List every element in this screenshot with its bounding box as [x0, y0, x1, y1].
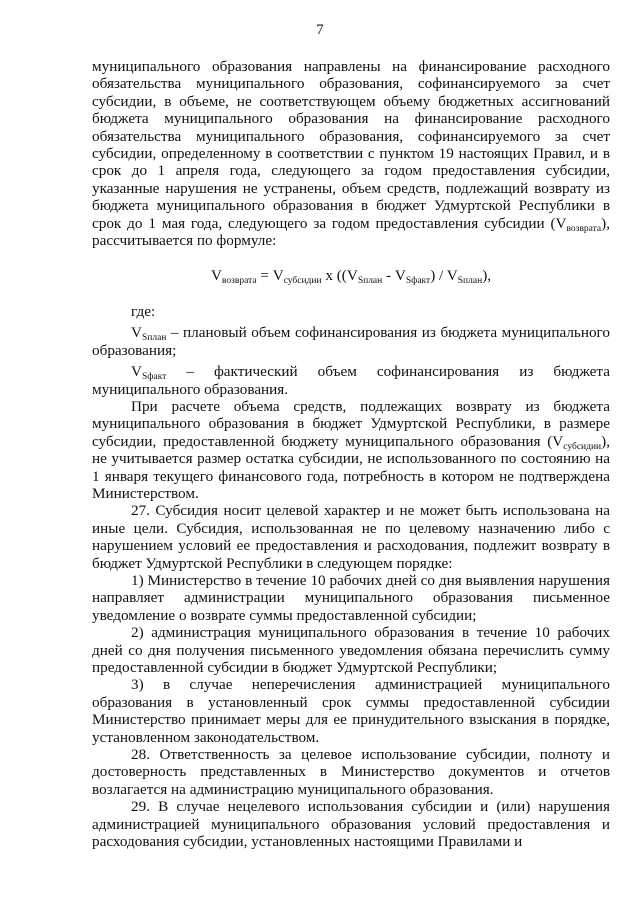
definition-text: – плановый объем софинансирования из бюджета муниципального образования;	[92, 324, 610, 359]
paragraph-text-tail: ), не учитывается размер остатка субсидии, не использованного по состоянию на 1 января текущего финансового года, потребность в котором не подтверждена Министерством.	[92, 432, 610, 502]
definition-var: V	[131, 324, 142, 342]
clause-27-item-1: 1) Министерство в течение 10 рабочих дней со дня выявления нарушения направляет администрации муниципального образования письменное уведомление о возврате суммы предоставленной субсидии;	[92, 571, 610, 624]
paragraph-text-tail: ), рассчитывается по формуле:	[92, 214, 610, 250]
clause-27-item-2: 2) администрация муниципального образования в течение 10 рабочих дней со дня получения письменного уведомления обязана перечислить сумму предоставленной субсидии в бюджет Удмуртской Республики;	[92, 624, 610, 676]
page-number: 7	[316, 22, 324, 38]
subscript-return: возврата	[566, 223, 602, 234]
formula-sub: возврата	[221, 276, 257, 287]
formula-sub: Sфакт	[405, 276, 431, 287]
definition-sub: Sплан	[141, 333, 167, 344]
paragraph-text: муниципального образования направлены на финансирование расходного обязательства муниципального образования, софинансируемого за счет субсидии, в объеме, не соответствующем объему бюджетных ассигнований бюджета муниципального образования на финансирование расходного обязательства муниципального образования, софинансируемого за счет субсидии, определенному в соответствии с пунктом 19 настоящих Правил, и в срок до 1 апреля года, следующего за годом предоставления субсидии, указанные нарушения не устранены, объем средств, подлежащий возврату из бюджета муниципального образования в бюджет Удмуртской Республики в срок до 1 мая года, следующего за годом предоставления субсидии (V	[92, 58, 610, 232]
where-label: где:	[131, 302, 156, 320]
formula-sub: Sплан	[357, 276, 383, 287]
formula-part: = V	[256, 267, 284, 285]
definition-actual	[92, 363, 610, 398]
formula-part: ),	[482, 267, 492, 285]
formula-sub: субсидии	[283, 276, 322, 287]
formula-part: - V	[382, 267, 406, 285]
formula-part: x ((V	[321, 267, 358, 285]
document-body	[92, 58, 610, 850]
subscript-subsidy: субсидии	[563, 441, 602, 452]
definition-var: V	[131, 363, 142, 381]
definition-sub: Sфакт	[141, 372, 167, 383]
clause-28: 28. Ответственность за целевое использование субсидии, полноту и достоверность представленных в Министерство документов и отчетов возлагается на администрацию муниципального образования.	[92, 746, 610, 798]
paragraph-continuation	[92, 58, 610, 249]
definition-text: – фактический объем софинансирования из бюджета муниципального образования.	[92, 363, 610, 398]
paragraph-text: При расчете объема средств, подлежащих возврату из бюджета муниципального образования в бюджет Удмуртской Республики, в размере субсидии, предоставленной бюджету муниципального образования (V	[92, 397, 610, 450]
return-formula	[92, 267, 610, 287]
definition-planned	[92, 324, 610, 359]
paragraph-balance	[92, 398, 610, 502]
formula-var: V	[210, 267, 222, 285]
clause-29: 29. В случае нецелевого использования субсидии и (или) нарушения администрацией муниципального образования условий предоставления и расходования субсидии, установленных настоящими Правилами и	[92, 798, 610, 851]
formula-sub: Sплан	[457, 276, 483, 287]
clause-27: 27. Субсидия носит целевой характер и не может быть использована на иные цели. Субсидия, использованная не по целевому назначению либо с нарушением условий ее предоставления и расходования, подлежит возврату в бюджет Удмуртской Республики в следующем порядке:	[92, 502, 610, 572]
clause-27-item-3: 3) в случае неперечисления администрацией муниципального образования в установленный срок суммы предоставленной субсидии Министерство принимает меры для ее принудительного взыскания в порядке, установленном законодательством.	[92, 676, 610, 746]
formula-part: ) / V	[430, 267, 458, 285]
